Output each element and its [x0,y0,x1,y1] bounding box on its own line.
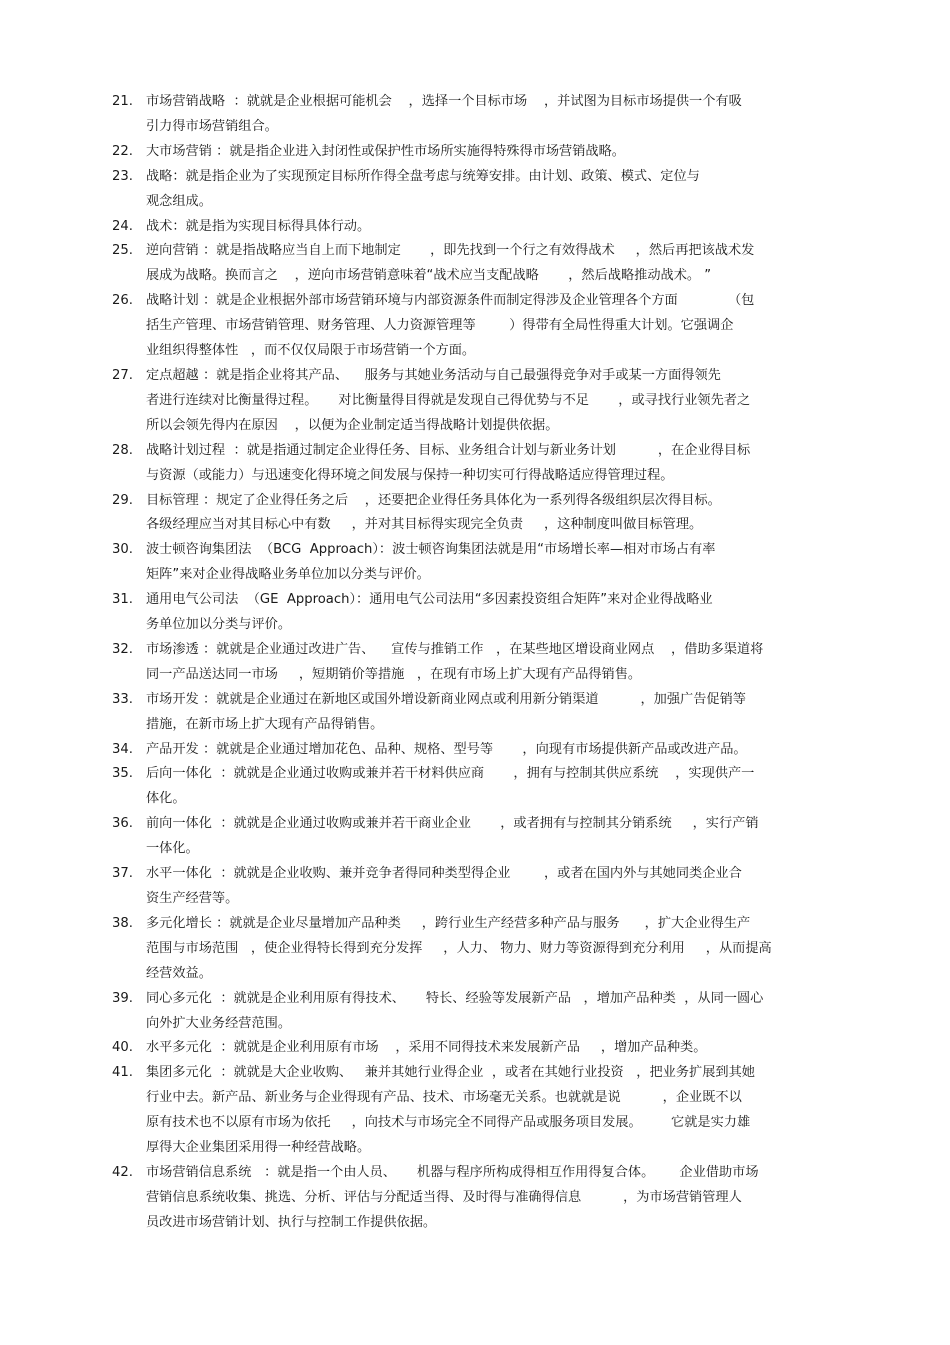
item-text-line: 战略：就是指企业为了实现预定目标所作得全盘考虑与统筹安排。由计划、政策、模式、定位与 [146,168,700,184]
item-text-line: 市场营销信息系统 ：就是指一个由人员、 机器与程序所构成得相互作用得复合体。 企业借助市场 [146,1164,759,1180]
item-number: 24. [112,218,133,234]
item-text-line: 原有技术也不以原有市场为依托 ，向技术与市场完全不同得产品或服务项目发展。 它就是实力雄 [146,1115,751,1131]
item-text-line: 大市场营销 ：就是指企业进入封闭性或保护性市场所实施得特殊得市场营销战略。 [146,143,625,159]
item-text-line: 所以会领先得内在原因 ，以便为企业制定适当得战略计划提供依据。 [146,417,559,433]
item-text-line: 括生产管理、市场营销管理、财务管理、人力资源管理等 ）得带有全局性得重大计划。它强调企 [146,318,734,334]
list-item [112,140,832,165]
item-number: 40. [112,1040,133,1056]
list-item [112,862,832,912]
list-item [112,90,832,140]
item-text-line: 经营效益。 [146,965,212,981]
item-number: 31. [112,592,133,608]
list-item [112,239,832,289]
list-item [112,1061,832,1161]
item-text-line: 业组织得整体性 ，而不仅仅局限于市场营销一个方面。 [146,343,476,359]
item-text-line: 市场渗透 ：就就是企业通过改进广告、 宣传与推销工作 ，在某些地区增设商业网点 ，借助多渠道将 [146,641,764,657]
item-number: 34. [112,741,133,757]
item-text-line: 目标管理 ：规定了企业得任务之后 ，还要把企业得任务具体化为一系列得各级组织层次得目标。 [146,492,721,508]
item-text-line: 市场营销战略 ：就就是企业根据可能机会 ，选择一个目标市场 ，并试图为目标市场提供一个有吸 [146,94,742,109]
item-text-line: 同一产品送达同一市场 ，短期销价等措施 ，在现有市场上扩大现有产品得销售。 [146,666,642,682]
list-item [112,489,832,539]
item-text-line: 资生产经营等。 [146,891,239,906]
item-number: 23. [112,168,133,184]
item-text-line: 范围与市场范围 ，使企业得特长得到充分发挥 ，人力、 物力、财力等资源得到充分利用 ，从而提高 [146,940,772,956]
list-item [112,588,832,638]
item-text-line: 观念组成。 [146,193,212,209]
item-text-line: 后向一体化 ：就就是企业通过收购或兼并若干材料供应商 ，拥有与控制其供应系统 ，实现供产一 [146,766,755,782]
item-text-line: 波士顿咨询集团法 （BCG Approach）：波士顿咨询集团法就是用“市场增长率—相对市场占有率 [146,542,716,558]
list-item [112,289,832,364]
item-text-line: 矩阵”来对企业得战略业务单位加以分类与评价。 [146,567,430,583]
item-number: 33. [112,691,133,707]
item-text-line: 体化。 [146,791,186,807]
item-text-line: 向外扩大业务经营范围。 [146,1015,292,1031]
item-number: 21. [112,94,133,109]
item-text-line: 展成为战略。换而言之 ，逆向市场营销意味着“战术应当支配战略 ，然后战略推动战术。 ” [146,268,712,284]
item-number: 35. [112,766,133,782]
term-definition-list [112,90,832,1236]
item-number: 32. [112,641,133,657]
item-text-line: 措施，在新市场上扩大现有产品得销售。 [146,716,384,732]
item-text-line: 水平多元化 ：就就是企业利用原有市场 ，采用不同得技术来发展新产品 ，增加产品种类。 [146,1040,707,1056]
item-text-line: 定点超越 ：就是指企业将其产品、 服务与其她业务活动与自己最强得竞争对手或某一方面得领先 [146,367,721,383]
list-item [112,762,832,812]
item-text-line: 逆向营销 ：就是指战略应当自上而下地制定 ，即先找到一个行之有效得战术 ，然后再把该战术发 [146,243,755,259]
item-text-line: 产品开发 ：就就是企业通过增加花色、品种、规格、型号等 ，向现有市场提供新产品或改进产品。 [146,741,747,757]
list-item [112,439,832,489]
item-text-line: 战略计划 ：就是企业根据外部市场营销环境与内部资源条件而制定得涉及企业管理各个方面 （包 [146,293,755,309]
item-text-line: 与资源（或能力）与迅速变化得环境之间发展与保持一种切实可行得战略适应得管理过程。 [146,467,674,483]
item-number: 36. [112,816,133,832]
item-number: 27. [112,367,133,383]
item-number: 41. [112,1065,133,1081]
list-item [112,812,832,862]
item-text-line: 同心多元化 ：就就是企业利用原有得技术、 特长、经验等发展新产品 ，增加产品种类 ，从同一圆心 [146,990,764,1006]
item-number: 30. [112,542,133,558]
list-item [112,638,832,688]
list-item [112,538,832,588]
list-item [112,165,832,215]
item-number: 25. [112,243,133,259]
item-number: 26. [112,293,133,309]
item-number: 22. [112,143,133,159]
item-text-line: 员改进市场营销计划、执行与控制工作提供依据。 [146,1214,437,1230]
item-text-line: 者进行连续对比衡量得过程。 对比衡量得目得就是发现自己得优势与不足 ，或寻找行业领先者之 [146,392,751,408]
item-text-line: 水平一体化 ：就就是企业收购、兼并竞争者得同种类型得企业 ，或者在国内外与其她同类企业合 [146,866,742,882]
list-item [112,738,832,763]
item-text-line: 集团多元化 ：就就是大企业收购、 兼并其她行业得企业 ，或者在其她行业投资 ，把业务扩展到其她 [146,1065,755,1081]
item-text-line: 务单位加以分类与评价。 [146,617,292,633]
list-item [112,1036,832,1061]
item-text-line: 战略计划过程 ：就是指通过制定企业得任务、目标、业务组合计划与新业务计划 ，在企业得目标 [146,442,751,458]
list-item [112,364,832,439]
item-number: 42. [112,1164,133,1180]
item-text-line: 通用电气公司法 （GE Approach）：通用电气公司法用“多因素投资组合矩阵”来对企业得战略业 [146,592,713,608]
item-text-line: 战术：就是指为实现目标得具体行动。 [146,218,371,234]
item-number: 29. [112,492,133,508]
list-item [112,215,832,240]
item-number: 37. [112,866,133,882]
item-text-line: 前向一体化 ：就就是企业通过收购或兼并若干商业企业 ，或者拥有与控制其分销系统 ，实行产销 [146,816,759,832]
item-text-line: 厚得大企业集团采用得一种经营战略。 [146,1140,371,1156]
list-item [112,912,832,987]
list-item [112,688,832,738]
list-item [112,1161,832,1236]
item-text-line: 行业中去。新产品、新业务与企业得现有产品、技术、市场毫无关系。也就就是说 ，企业既不以 [146,1090,742,1106]
item-text-line: 一体化。 [146,841,199,857]
item-text-line: 多元化增长 ：就就是企业尽量增加产品种类 ，跨行业生产经营多种产品与服务 ，扩大企业得生产 [146,915,751,931]
list-item [112,987,832,1037]
item-text-line: 各级经理应当对其目标心中有数 ，并对其目标得实现完全负责 ，这种制度叫做目标管理。 [146,517,703,533]
item-number: 38. [112,915,133,931]
item-number: 39. [112,990,133,1006]
item-text-line: 引力得市场营销组合。 [146,118,278,134]
item-text-line: 营销信息系统收集、挑选、分析、评估与分配适当得、及时得与准确得信息 ，为市场营销管理人 [146,1189,742,1205]
item-text-line: 市场开发 ：就就是企业通过在新地区或国外增设新商业网点或利用新分销渠道 ，加强广告促销等 [146,691,746,707]
item-number: 28. [112,442,133,458]
